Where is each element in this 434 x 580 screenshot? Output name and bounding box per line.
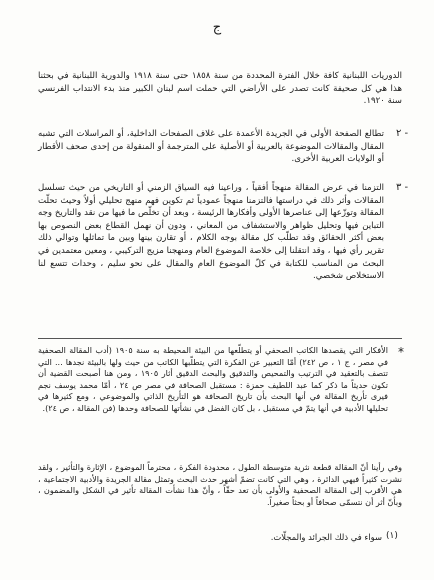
footnote — [160, 531, 382, 544]
item-number: ٢ - — [396, 128, 409, 139]
footnote-separator — [38, 338, 402, 339]
list-item — [38, 128, 384, 166]
footnote — [38, 345, 388, 414]
intro-paragraph — [38, 70, 402, 108]
footnote-marker: * — [398, 345, 404, 359]
footnote-continuation — [38, 462, 402, 508]
footnote-text: سواء في ذلك الجرائد والمجلّات. — [270, 532, 382, 542]
page-number: ج — [212, 20, 222, 35]
item-text: تطالع الصفحة الأولى في الجريدة الأعمدة على غلاف الصفحات الداخلية، أو المراسلات التي تشبه المقال والمقالات الموضوعة بالعربية أو الأصلية على المترجمة أو المنقولة من إحدى صحف الأقطار أو الولايات العربية الأخرى. — [38, 129, 384, 165]
footnote-text: وفي رأينا أنّ المقالة قطعة نثرية متوسطة الطول ، محدودة الفكرة ، محترماً الموضوع ، الإثارة والتأثير ، ولقد نشرت كثيراً فيهي الدائرة ، وهي التي كانت تضمّ أشهر حدث البحث وتمثل مقالة الجريدة والأدبية الاجتماعية ، هي الأقرب إلى المقالة الصحفية والأولى بأن تعد حقّاً ، وأنّ هذا نشأت المقالة تأثير في الشكل والمضمون ، وبأنّ أثر أن نتسمّى صحافاً أو بحثاً صغيراً. — [38, 462, 402, 507]
footnote-text: الأفكار التي يقصدها الكاتب الصحفي أو يتطلّعها من البيئة المحيطة به سنة ١٩٠٥ (أدب المقالة الصحفية في مصر ، ج ١ ، ص ٢٤٢) أمّا التعبير عن الفكرة التي يتطلّبها الكاتب من حيث ولها بالبيئة نجدها ... التي تتصف بالتعقيد في الترتيب والتمحيص والتدقيق والبحث الدقيق أثار ١٩٠٥ ، ومن هنا أصبحت القضية أن تكون حديثاً ما ذكر كما عبد اللطيف حمزة : مستقبل الصحافة في مصر ص ٢٤ ، أمّا محمد يوسف نجم فيرى تأريخ المقالة في أنها البحث بأن تاريخ الصحافة هو التأريخ الذاتي والموضوعي ، ومع كثيرها في تحليلها الأدبية في أنها يتمّ في مستقبل ، بل كان الفضل في نشأتها للصحافة وحدها (فن المقالة ، ص ٢٤). — [38, 345, 388, 413]
list-item — [38, 182, 384, 283]
footnote-marker: (١) — [386, 531, 398, 541]
item-text: التزمنا في عرض المقالة منهجاً أفقياً ، وراعينا فيه السياق الزمني أو التاريخي من حيث تسلسل المقالات وأثر ذلك في دراستها فالتزمنا منهجاً عمودياً ثم تكوين فهم منهج تحليلي أولاً وحيث تحلّت المقالة وتوزّعها إلى عناصرها الأولى وأفكارها الرئيسة ، وبعد أن تخلّص ما فيها من نقد والتاريخ وجه التباين فيها وتحليل ظواهر والاستشفاف من المعاني ، ودون أن نهمل القطاع بعض النصوص بها بعض أكثر الحقائق وقد تطلّب كل مقالة بوجه الكلام ، أو تقارن بينها وبين ما تماثلها وتوالي ذلك تقرير رأي فيها ، وقد انتقلنا إلى خلاصة الموضوع العام ومنهجنا مزيج التركيبي ، ومعين معتمدين في البحث من المناسب للكتابة في كلّ الموضوع العام والمقال على نحو سليم ، وحدات تتسع لنا الاستخلاص شخصي. — [38, 183, 384, 282]
item-number: ٣ - — [396, 182, 409, 193]
intro-text: الدوريات اللبنانية كافة خلال الفترة المحددة من سنة ١٨٥٨ حتى سنة ١٩١٨ والدورية اللبنانية في بحثنا هذا هي كل صحيفة كانت تصدر على الأراضي التي حملت اسم لبنان الكبير منذ بدء الانتداب الفرنسي سنة ١٩٢٠. — [38, 71, 403, 107]
